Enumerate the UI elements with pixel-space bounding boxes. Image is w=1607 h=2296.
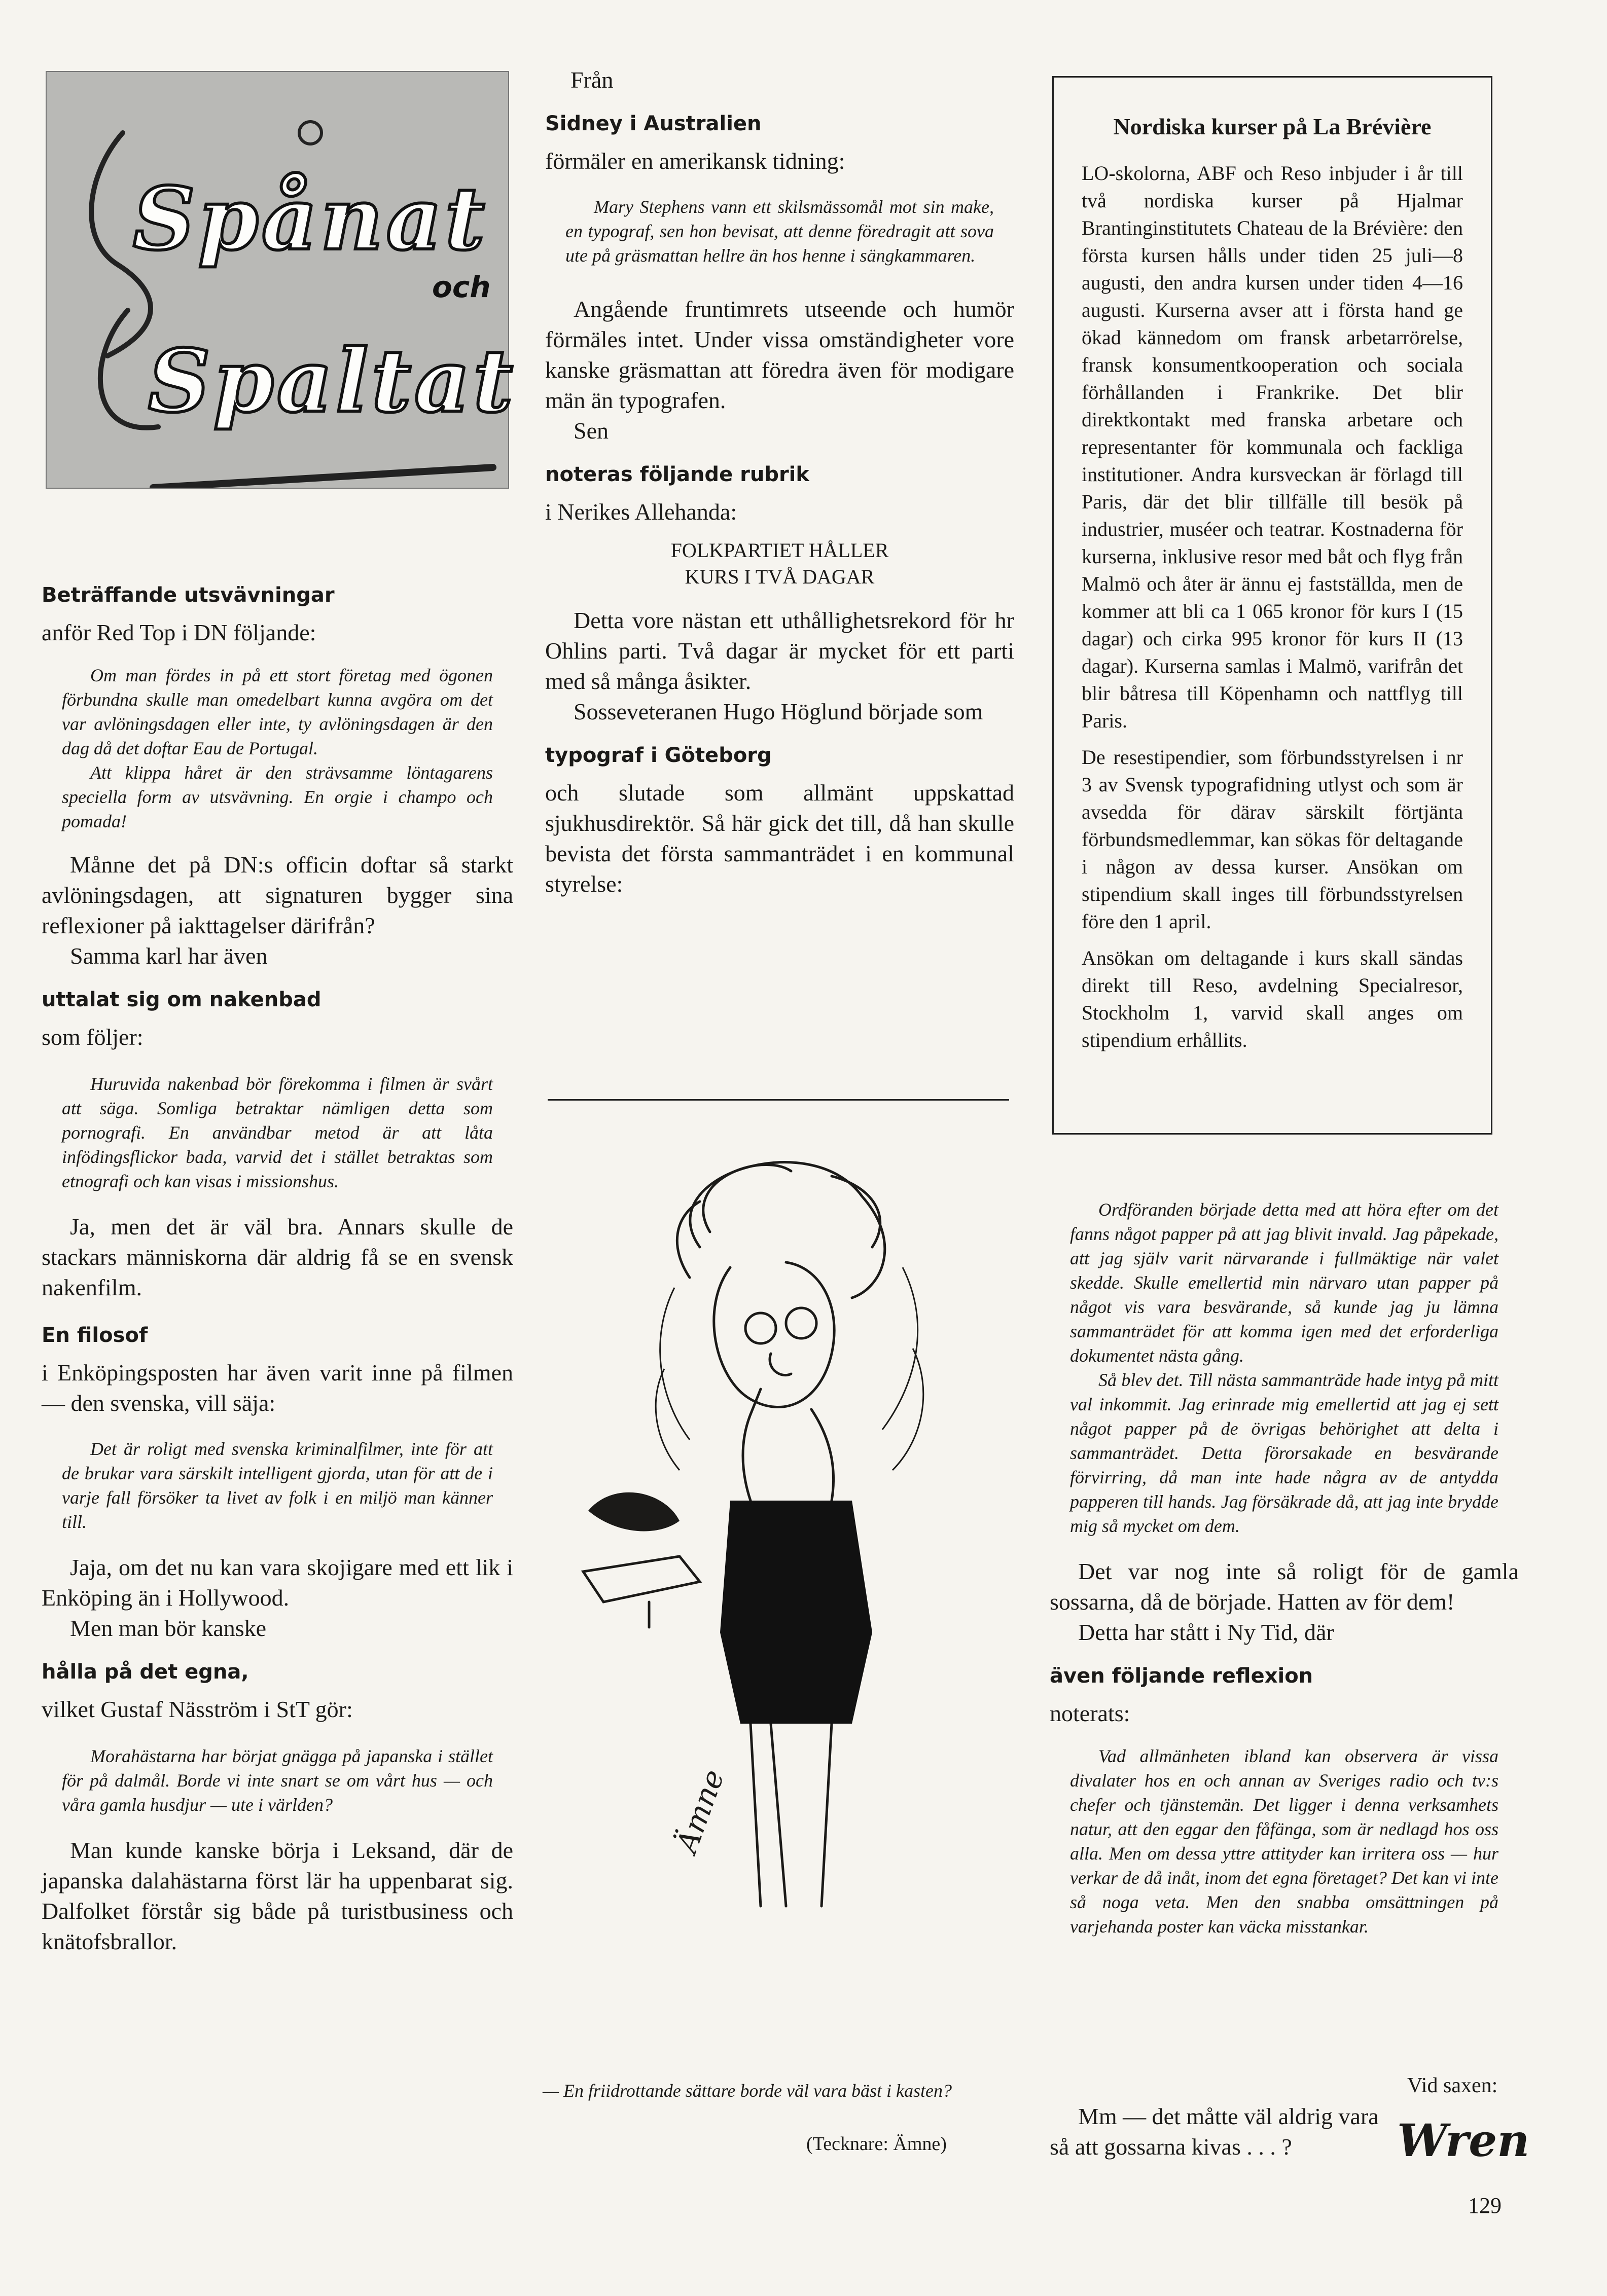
text-paragraph: Men man bör kanske	[70, 1615, 267, 1641]
quote-paragraph: Så blev det. Till nästa sammanträde hade intyg på mitt val inkommit. Jag erinrade mig emellertid att jag ej sett något papper på de övrigas behörighet att delta i sammanträdet. Detta förorsakade en besvärande förvirring, då man inte hade några av de antydda papperen till hands. Jag försäkrade då, att jag inte brydde mig så mycket om dem.	[1070, 1370, 1498, 1536]
text-paragraph: och slutade som allmänt uppskattad sjukhusdirektör. Så här gick det till, då han skulle bevista det första sammanträdet i en kommunal styrelse:	[545, 780, 1014, 897]
illustration-credit: (Tecknare: Ämne)	[806, 2133, 947, 2155]
quote-paragraph: Mary Stephens vann ett skilsmässomål mot sin make, en typograf, sen hon bevisat, att denne föredragit att sova ute på gräsmattan hellre än hos henne i sängkammaren.	[565, 197, 994, 266]
text-paragraph: Sosseveteranen Hugo Höglund började som	[574, 699, 983, 724]
text-paragraph: Ja, men det är väl bra. Annars skulle de stackars människorna där aldrig få se en svensk nakenfilm.	[42, 1214, 513, 1300]
text-paragraph: anför Red Top i DN följande:	[42, 619, 316, 645]
quote-paragraph: Det är roligt med svenska kriminalfilmer, inte för att de brukar vara särskilt intelligent gjorda, utan för att de i varje fall försöker ta livet av folk i en miljö man känner till.	[62, 1439, 493, 1532]
text-paragraph: Jaja, om det nu kan vara skojigare med ett lik i Enköping än i Hollywood.	[42, 1554, 513, 1611]
box-title: Nordiska kurser på La Brévière	[1113, 114, 1432, 139]
text-paragraph: förmäler en amerikansk tidning:	[545, 148, 845, 174]
heading-reflexion: även följande reflexion	[1050, 1664, 1313, 1688]
course-announcement-box	[1052, 76, 1492, 1135]
author-signature: Wren	[1397, 2114, 1530, 2167]
column-1	[42, 582, 513, 1957]
column-3	[1050, 1197, 1519, 1939]
box-paragraph: Ansökan om deltagande i kurs skall sändas direkt till Reso, avdelning Specialresor, Stockholm 1, varvid skall anges om stipendium erhållits.	[1082, 946, 1463, 1051]
logo-word-3: Spaltat	[148, 331, 516, 432]
quote-paragraph: Att klippa håret är den strävsamme löntagarens speciella form av utsvävning. En orgie i champo och pomada!	[62, 762, 493, 831]
heading-filosof: En filosof	[42, 1324, 148, 1347]
heading-typograf: typograf i Göteborg	[545, 744, 772, 767]
text-paragraph: Angående fruntimrets utseende och humör förmäles intet. Under vissa omständigheter vore kanske gräsmattan att föredra även för modigare män än typografen.	[545, 296, 1014, 413]
headline-quote: KURS I TVÅ DAGAR	[685, 565, 875, 588]
text-paragraph: noterats:	[1050, 1700, 1130, 1726]
quote-paragraph: Ordföranden började detta med att höra efter om det fanns något papper på att jag blivit invald. Jag påpekade, att jag själv varit närvarande i fullmäktige när valet skedde. Skulle emellertid min närvaro utan papper på något vis vara besvärande, så kunde jag ju lämna sammanträdet för att komma igen med det erforderliga dokumentet nästa gång.	[1070, 1199, 1498, 1366]
quote-paragraph: Om man fördes in på ett stort företag med ögonen förbundna skulle man omedelbart kunna avgöra om det var avlöningsdagen eller inte, ty avlöningsdagen är den dag då det doftar Eau de Portugal.	[62, 665, 493, 758]
text-paragraph: Sen	[574, 418, 609, 444]
heading-utsvavningar: Beträffande utsvävningar	[42, 584, 335, 607]
ring-icon	[299, 122, 322, 144]
logo-word-1: Spånat	[133, 168, 488, 270]
heading-det-egna: hålla på det egna,	[42, 1660, 249, 1684]
closing-remark: Mm — det måtte väl aldrig vara så att gossarna kivas . . . ?	[1050, 2103, 1379, 2160]
column-2	[545, 65, 1014, 899]
box-paragraph: LO-skolorna, ABF och Reso inbjuder i år till två nordiska kurser på Hjalmar Brantinginstitutets Chateau de la Brévière: den första kursen hålls under tiden 25 juli—8 augusti, den andra kursen under tiden 4—16 augusti. Kurserna avser att i första hand ge ökad kännedom om fransk arbetarrörelse, fransk konsumentkooperation och sociala förhållanden i Frankrike. Det blir direktkontakt med franska arbetare och representanter för kommunala och fackliga institutioner. Andra kursveckan är förlagd till Paris, där det blir tillfälle till besök på industrier, muséer och teatrar. Kostnaderna för kurserna, inklusive resor med båt och flyg från Malmö och åter är ännu ej fastställda, men de kommer att bli ca 1 065 kronor för kurs I (15 dagar) och cirka 995 kronor för kurs II (13 dagar). Kurserna samlas i Malmö, varifrån det blir båtresa till Köpenhamn och nattflyg till Paris.	[1082, 162, 1463, 732]
text-paragraph: Månne det på DN:s officin doftar så starkt avlöningsdagen, att signaturen bygger sina reflexioner på iakttagelser därifrån?	[42, 852, 513, 938]
quote-paragraph: Vad allmänheten ibland kan observera är vissa divalater hos en och annan av Sveriges radio och tv:s chefer och tjänstemän. Det ligger i denna verksamhets natur, att den eggar den fåfänga, som är nedlagd hos oss alla. Men om dessa yttre attityder kan irritera oss — hur verkar de då inåt, inom det egna företaget? Det kan vi inte så noga veta. Men den snabba omsättningen på varjehanda poster kan väcka misstankar.	[1070, 1746, 1498, 1937]
text-paragraph: Det var nog inte så roligt för de gamla sossarna, då de började. Hatten av för dem!	[1050, 1558, 1519, 1615]
text-paragraph: vilket Gustaf Näsström i StT gör:	[42, 1696, 353, 1722]
caricature-illustration	[548, 1115, 1014, 2068]
logo-word-2: och	[432, 270, 491, 304]
box-paragraph: De resestipendier, som förbundsstyrelsen i nr 3 av Svensk typografidning utlyst och som är avsedda för därav särskilt förtjänta förbundsmedlemmar, kan sökas för deltagande i någon av dessa kurser. Ansökan om stipendium skall inges till förbundsstyrelsen före den 1 april.	[1082, 746, 1463, 933]
text-paragraph: Samma karl har även	[70, 943, 268, 969]
heading-sidney: Sidney i Australien	[545, 112, 762, 135]
illustration-caption: — En friidrottande sättare borde väl vara bäst i kasten?	[543, 2081, 952, 2101]
text-paragraph: Detta har stått i Ny Tid, där	[1078, 1619, 1334, 1645]
page-number: 129	[1468, 2193, 1502, 2218]
text-paragraph: Man kunde kanske börja i Leksand, där de japanska dalahästarna först lär ha uppenbarat sig. Dalfolket förstår sig både på turistbusiness och knätofsbrallor.	[42, 1837, 513, 1954]
heading-nakenbad: uttalat sig om nakenbad	[42, 988, 322, 1011]
divider-line	[548, 1099, 1009, 1101]
text-paragraph: i Enköpingsposten har även varit inne på filmen — den svenska, vill säja:	[42, 1360, 513, 1416]
text-paragraph: som följer:	[42, 1024, 144, 1050]
vid-saxen-label: Vid saxen:	[1407, 2074, 1498, 2097]
artist-signature: Ämne	[669, 1765, 731, 1857]
quote-paragraph: Huruvida nakenbad bör förekomma i filmen är svårt att säga. Somliga betraktar nämligen detta som pornografi. En användbar metod är att låta infödingsflickor bada, varvid det i stället betraktas som etnografi och kan visas i missionshus.	[62, 1074, 493, 1191]
column-logo	[46, 71, 516, 489]
headline-quote: FOLKPARTIET HÅLLER	[670, 539, 889, 562]
text-paragraph: i Nerikes Allehanda:	[545, 499, 737, 525]
text-paragraph: Detta vore nästan ett uthållighetsrekord för hr Ohlins parti. Två dagar är mycket för ett parti med så många åsikter.	[545, 607, 1014, 694]
quote-paragraph: Morahästarna har börjat gnägga på japanska i stället för på dalmål. Borde vi inte snart se om vårt hus — och våra gamla husdjur — ute i världen?	[62, 1746, 493, 1815]
heading-rubrik: noteras följande rubrik	[545, 463, 809, 486]
text-paragraph: Från	[570, 67, 614, 93]
